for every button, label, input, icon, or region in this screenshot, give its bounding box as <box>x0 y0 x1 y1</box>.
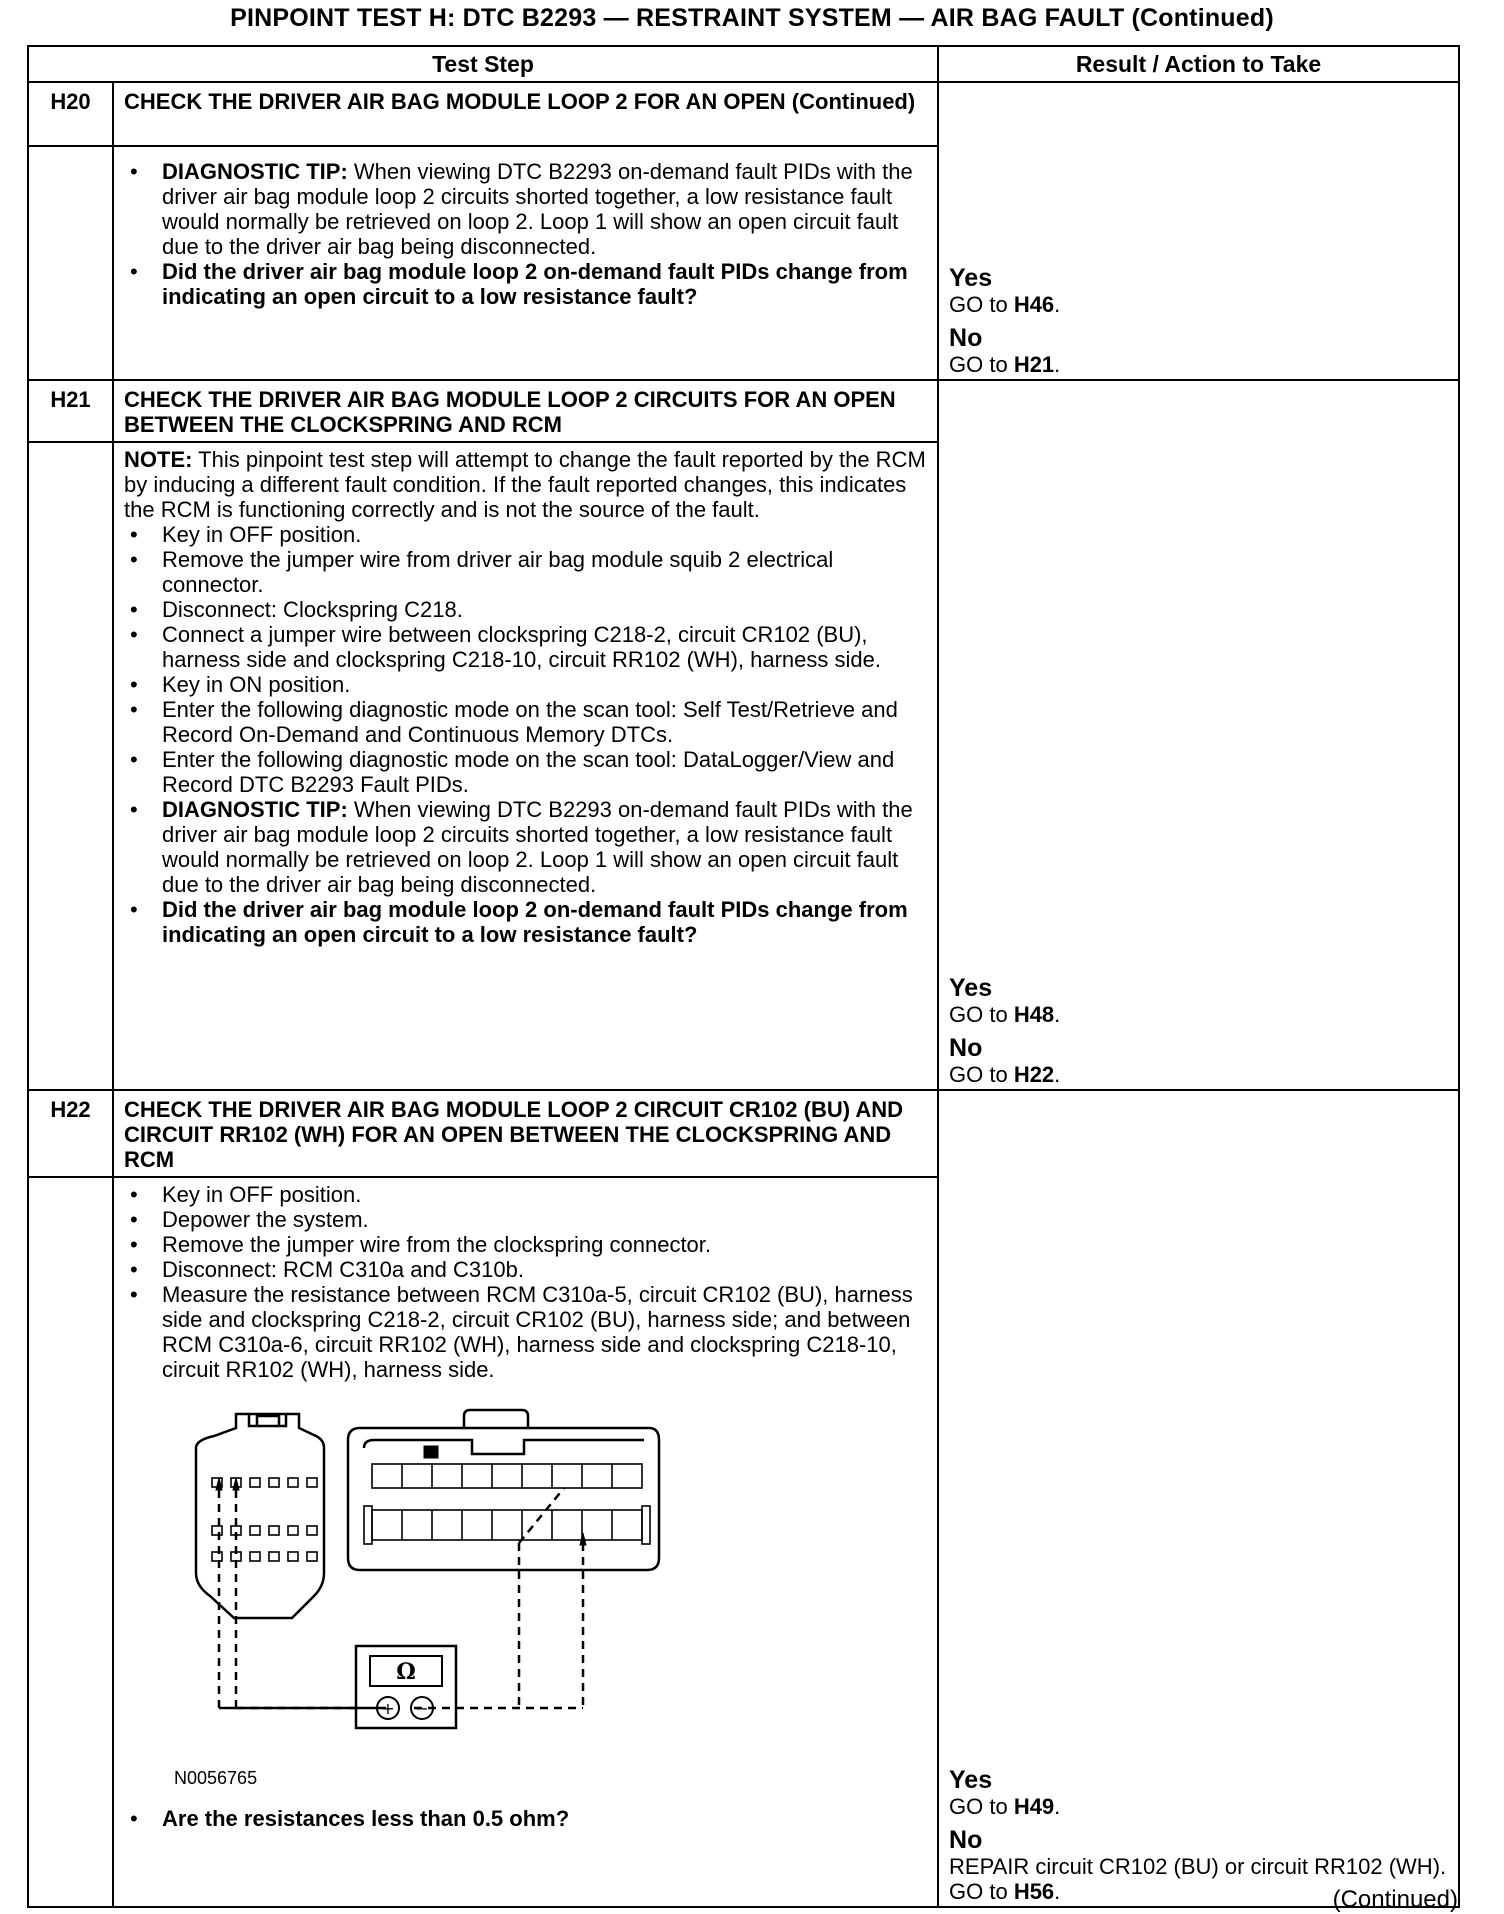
list-item: • Enter the following diagnostic mode on the scan tool: DataLogger/View and Record DTC B2293 Fault PIDs. <box>124 747 927 797</box>
step-body <box>113 1177 938 1907</box>
minus-symbol: − <box>415 1699 429 1718</box>
step-question-list <box>124 1806 927 1831</box>
step-row-h20 <box>28 82 1459 146</box>
list-item: • Disconnect: Clockspring C218. <box>124 597 927 622</box>
result-no-action: REPAIR circuit CR102 (BU) or circuit RR102 (WH). GO to H56. <box>949 1854 1447 1904</box>
step-list <box>124 522 927 947</box>
figure-id: N0056765 <box>174 1768 258 1788</box>
step-link[interactable]: H49 <box>1013 1794 1055 1819</box>
list-item: • Key in OFF position. <box>124 522 927 547</box>
step-heading: CHECK THE DRIVER AIR BAG MODULE LOOP 2 CIRCUITS FOR AN OPEN BETWEEN THE CLOCKSPRING AND RCM <box>113 380 938 442</box>
result-yes-label: Yes <box>949 264 993 292</box>
rcm-key-mark <box>424 1446 438 1458</box>
step-heading: CHECK THE DRIVER AIR BAG MODULE LOOP 2 CIRCUIT CR102 (BU) AND CIRCUIT RR102 (WH) FOR AN OPEN BETWEEN THE CLOCKSPRING AND RCM <box>113 1090 938 1177</box>
list-item: • Key in OFF position. <box>124 1182 927 1207</box>
result-yes-label: Yes <box>949 974 993 1002</box>
connector-diagram <box>124 1398 934 1798</box>
test-step-header: Test Step <box>28 46 938 82</box>
list-item: • Are the resistances less than 0.5 ohm? <box>124 1806 927 1831</box>
list-item: • Remove the jumper wire from driver air bag module squib 2 electrical connector. <box>124 547 927 597</box>
list-item: • Did the driver air bag module loop 2 on-demand fault PIDs change from indicating an open circuit to a low resistance fault? <box>124 259 927 309</box>
result-no-label: No <box>949 1826 983 1854</box>
result-no-action: GO to H21. <box>949 352 1061 377</box>
wiring-diagram <box>124 1398 934 1828</box>
step-row-h22 <box>28 1090 1459 1177</box>
ohm-symbol: Ω <box>396 1659 416 1685</box>
step-id: H22 <box>28 1090 113 1177</box>
step-link[interactable]: H48 <box>1013 1002 1055 1027</box>
step-link[interactable]: H46 <box>1013 292 1055 317</box>
result-header: Result / Action to Take <box>938 46 1459 82</box>
step-heading: CHECK THE DRIVER AIR BAG MODULE LOOP 2 FOR AN OPEN (Continued) <box>113 82 938 146</box>
result-cell <box>938 82 1459 380</box>
result-cell <box>938 1090 1459 1907</box>
list-item: • Remove the jumper wire from the clockspring connector. <box>124 1232 927 1257</box>
list-item: • Connect a jumper wire between clockspring C218-2, circuit CR102 (BU), harness side and clockspring C218-10, circuit RR102 (WH), harness side. <box>124 622 927 672</box>
step-body <box>113 442 938 1090</box>
result-no-action: GO to H22. <box>949 1062 1061 1087</box>
list-item: • Measure the resistance between RCM C310a-5, circuit CR102 (BU), harness side and clockspring C218-2, circuit CR102 (BU), harness side; and between RCM C310a-6, circuit RR102 (WH), harness side and clockspring C218-10, circuit RR102 (WH), harness side. <box>124 1282 927 1382</box>
list-item: • Disconnect: RCM C310a and C310b. <box>124 1257 927 1282</box>
pinpoint-test-table <box>27 45 1460 1908</box>
rcm-connector-outline <box>348 1428 659 1570</box>
page-title: PINPOINT TEST H: DTC B2293 — RESTRAINT SYSTEM — AIR BAG FAULT (Continued) <box>230 4 1274 32</box>
plus-symbol: + <box>381 1699 395 1718</box>
list-item: • Key in ON position. <box>124 672 927 697</box>
list-item: • Did the driver air bag module loop 2 on-demand fault PIDs change from indicating an open circuit to a low resistance fault? <box>124 897 927 947</box>
connector-latch <box>249 1414 286 1426</box>
step-row-h21 <box>28 380 1459 442</box>
result-yes-action: GO to H49. <box>949 1794 1061 1819</box>
step-link[interactable]: H22 <box>1013 1062 1055 1087</box>
step-link[interactable]: H56 <box>1013 1879 1055 1904</box>
table-header-row <box>28 46 1459 82</box>
continued-note: (Continued) <box>1332 1886 1458 1913</box>
list-item: • Depower the system. <box>124 1207 927 1232</box>
result-yes-action: GO to H48. <box>949 1002 1061 1027</box>
rcm-bottom-row <box>364 1506 650 1544</box>
result-no-label: No <box>949 324 983 352</box>
step-id: H20 <box>28 82 113 146</box>
result-cell <box>938 380 1459 1090</box>
clockspring-pins <box>212 1478 317 1561</box>
result-yes-action: GO to H46. <box>949 292 1061 317</box>
step-list <box>124 159 927 309</box>
step-body <box>113 146 938 380</box>
result-no-label: No <box>949 1034 983 1062</box>
list-item: • DIAGNOSTIC TIP: When viewing DTC B2293 on-demand fault PIDs with the driver air bag module loop 2 circuits shorted together, a low resistance fault would normally be retrieved on loop 2. Loop 1 will show an open circuit fault due to the driver air bag being disconnected. <box>124 159 927 259</box>
step-id: H21 <box>28 380 113 442</box>
clockspring-connector-outline <box>196 1414 324 1618</box>
rcm-top-row <box>372 1464 642 1488</box>
list-item: • DIAGNOSTIC TIP: When viewing DTC B2293 on-demand fault PIDs with the driver air bag module loop 2 circuits shorted together, a low resistance fault would normally be retrieved on loop 2. Loop 1 will show an open circuit fault due to the driver air bag being disconnected. <box>124 797 927 897</box>
list-item: • Enter the following diagnostic mode on the scan tool: Self Test/Retrieve and Record On-Demand and Continuous Memory DTCs. <box>124 697 927 747</box>
note: NOTE: This pinpoint test step will attempt to change the fault reported by the RCM by inducing a different fault condition. If the fault reported changes, this indicates the RCM is functioning correctly and is not the source of the fault. <box>124 447 926 522</box>
step-link[interactable]: H21 <box>1013 352 1055 377</box>
result-yes-label: Yes <box>949 1766 993 1794</box>
step-list <box>124 1182 927 1382</box>
